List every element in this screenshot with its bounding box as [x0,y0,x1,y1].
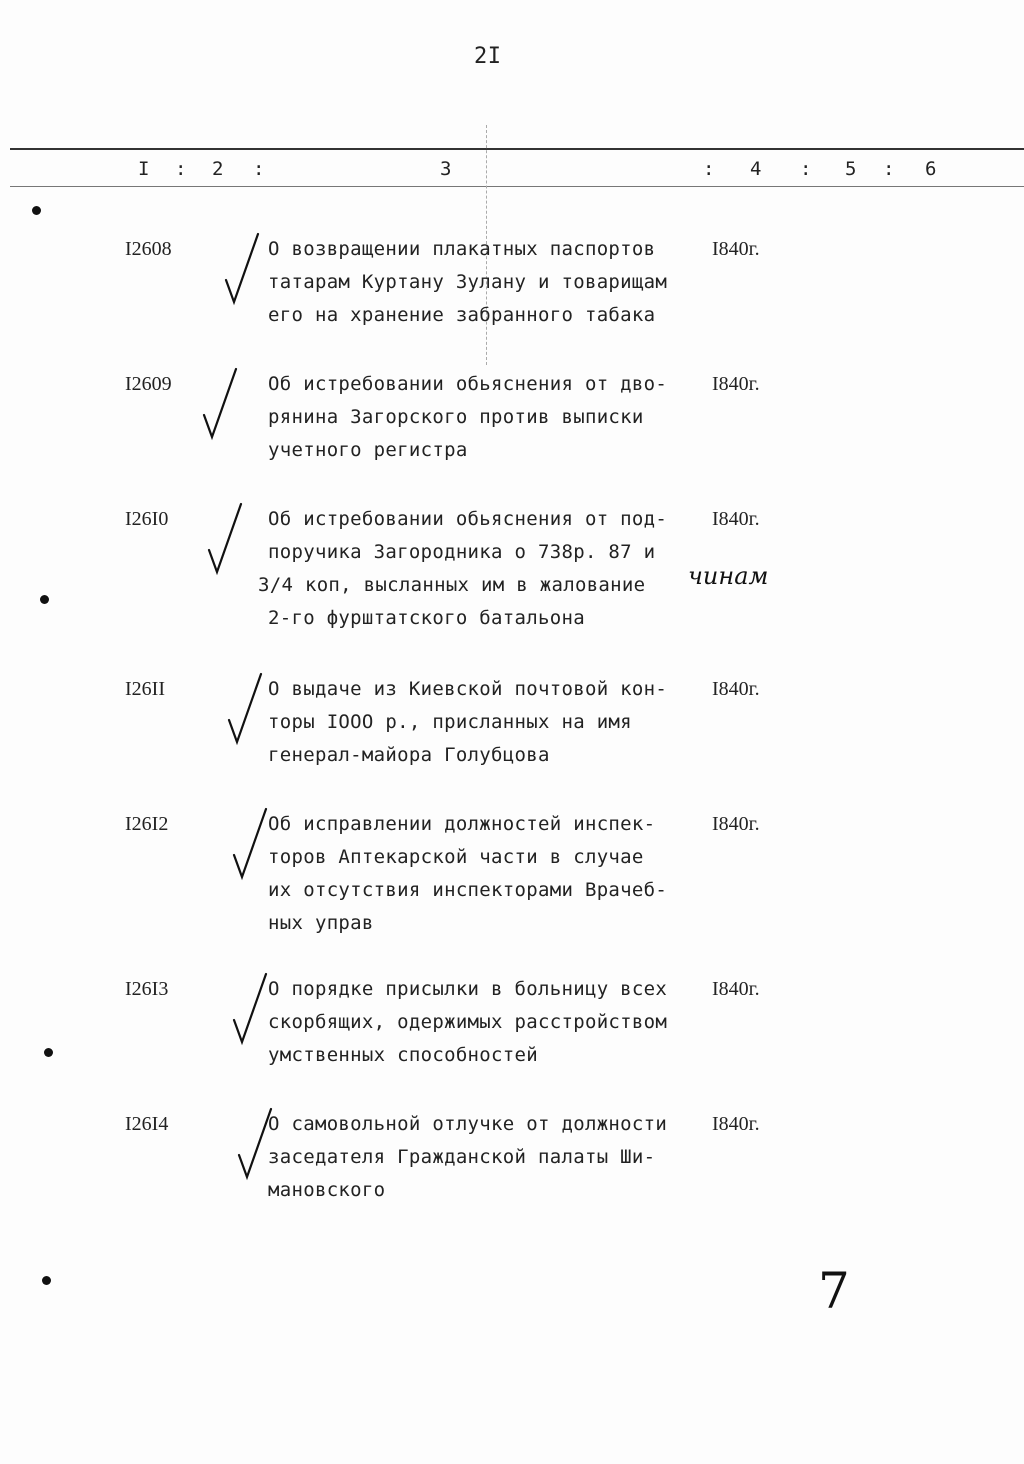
entry-year: I840г. [712,678,760,700]
page-number: 2I [474,44,502,69]
header-separator: : [703,158,715,180]
header-separator: : [800,158,812,180]
entry-year: I840г. [712,978,760,1000]
header-separator: : [253,158,265,180]
entry-description-line: О возвращении плакатных паспортов [268,238,656,260]
header-separator: : [175,158,187,180]
entry-description-line: 3/4 коп, высланных им в жалование [258,574,646,596]
entry-number: I26I2 [125,813,169,835]
column-header-6: 6 [925,158,937,180]
punch-hole-mark [32,206,41,215]
checkmark-icon [230,805,270,885]
entry-year: I840г. [712,1113,760,1135]
entry-description-line: Об истребовании обьяснения от дво- [268,373,668,395]
entry-description-line: 2-го фурштатского батальона [268,607,585,629]
checkmark-icon [222,230,262,310]
table-top-rule [10,148,1024,150]
entry-year: I840г. [712,813,760,835]
header-separator: : [883,158,895,180]
checkmark-icon [235,1105,275,1185]
entry-description-line: Об исправлении должностей инспек- [268,813,656,835]
entry-number: I2608 [125,238,172,260]
column-header-2: 2 [212,158,224,180]
column-header-4: 4 [750,158,762,180]
entry-description-line: торов Аптекарской части в случае [268,846,644,868]
entry-description-line: Об истребовании обьяснения от под- [268,508,668,530]
punch-hole-mark [40,595,49,604]
column-header-5: 5 [845,158,857,180]
entry-number: I26I0 [125,508,169,530]
entry-description-line: О самовольной отлучке от должности [268,1113,668,1135]
table-header-rule [10,186,1024,187]
entry-number: I26I3 [125,978,169,1000]
entry-number: I2609 [125,373,172,395]
checkmark-icon [200,365,240,445]
entry-description-line: поручика Загородника о 738р. 87 и [268,541,656,563]
entry-description-line: О выдаче из Киевской почтовой кон- [268,678,668,700]
entry-description-line: скорбящих, одержимых расстройством [268,1011,668,1033]
handwritten-note: чинам [688,562,769,590]
entry-number: I26II [125,678,165,700]
entry-year: I840г. [712,508,760,530]
entry-description-line: заседателя Гражданской палаты Ши- [268,1146,656,1168]
entry-number: I26I4 [125,1113,169,1135]
entry-description-line: рянина Загорского против выписки [268,406,644,428]
column-header-3: 3 [440,158,452,180]
checkmark-icon [225,670,265,750]
entry-description-line: ных управ [268,912,374,934]
entry-description-line: О порядке присылки в больницу всех [268,978,668,1000]
entry-description-line: мановского [268,1179,386,1201]
entry-description-line: учетного регистра [268,439,468,461]
punch-hole-mark [42,1276,51,1285]
entry-description-line: умственных способностей [268,1044,538,1066]
entry-description-line: их отсутствия инспекторами Врачеб- [268,879,668,901]
checkmark-icon [230,970,270,1050]
entry-description-line: торы IOOO р., присланных на имя [268,711,632,733]
column-header-1: I [138,158,150,180]
checkmark-icon [205,500,245,580]
entry-year: I840г. [712,373,760,395]
corner-mark: 7 [818,1262,850,1320]
entry-description-line: татарам Куртану Зулану и товарищам [268,271,668,293]
entry-description-line: генерал-майора Голубцова [268,744,550,766]
entry-description-line: его на хранение забранного табака [268,304,656,326]
entry-year: I840г. [712,238,760,260]
punch-hole-mark [44,1048,53,1057]
